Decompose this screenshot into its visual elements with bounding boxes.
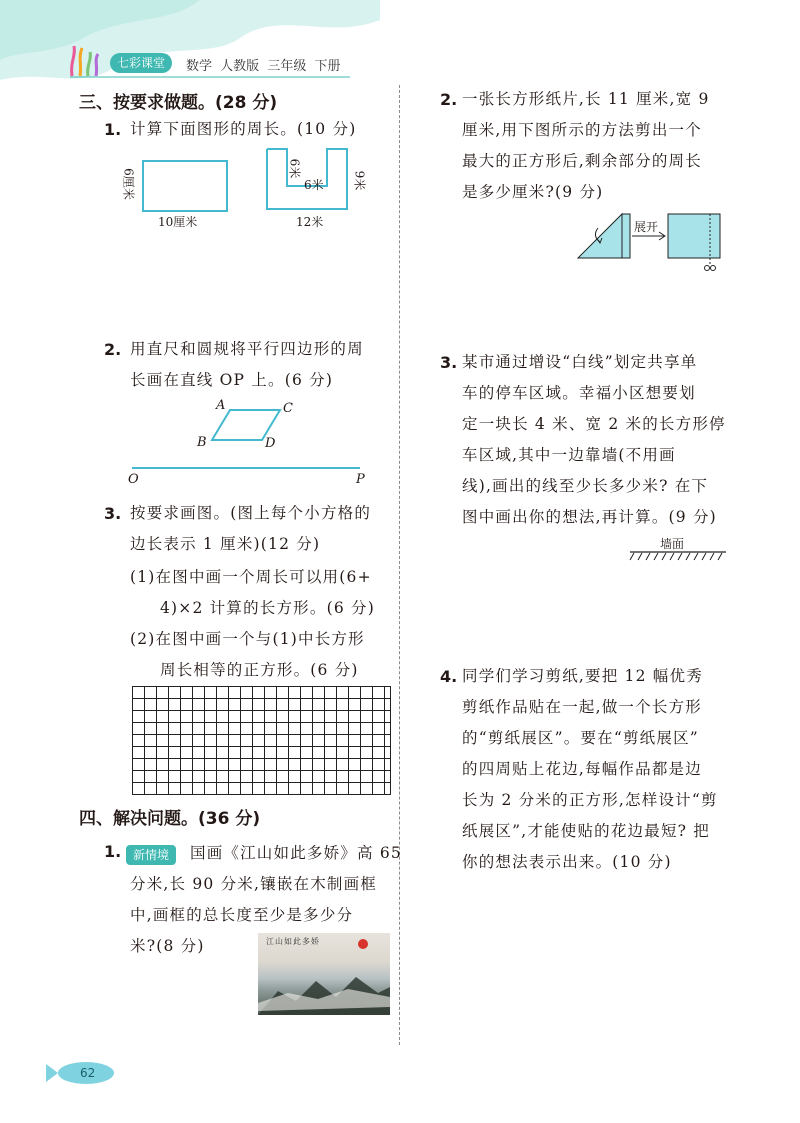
- painting-image: [258, 933, 390, 1015]
- s4-q1-number: 1.: [104, 842, 122, 861]
- q2-line2: 长画在直线 OP 上。(6 分): [130, 371, 334, 389]
- label-d: D: [265, 436, 276, 451]
- q3-line2: 边长表示 1 厘米)(12 分): [130, 535, 321, 553]
- fig1-width-label: 10厘米: [158, 215, 198, 229]
- s4-q1-line3: 中,画框的总长度至少是多少分: [130, 906, 354, 924]
- label-o: O: [128, 472, 139, 487]
- line-op: [132, 467, 360, 469]
- r-q3-line2: 车的停车区域。幸福小区想要划: [462, 384, 696, 402]
- r-q2-line3: 最大的正方形后,剩余部分的周长: [462, 152, 702, 170]
- q3-line1: 按要求画图。(图上每个小方格的: [130, 504, 372, 522]
- fig1-height-label: 6厘米: [121, 168, 136, 200]
- s4-q1-line2: 分米,长 90 分米,镶嵌在木制画框: [130, 875, 378, 893]
- new-context-tag: 新情境: [126, 845, 176, 865]
- q3-number: 3.: [104, 504, 122, 523]
- label-p: P: [356, 472, 365, 487]
- header-subject: 数学 人教版 三年级 下册: [186, 59, 341, 74]
- red-sun-icon: [358, 939, 368, 949]
- r-q3-line3: 定一块长 4 米、宽 2 米的长方形停: [462, 415, 726, 433]
- q3-sub2-line2: 周长相等的正方形。(6 分): [160, 661, 359, 679]
- r-q3-line5: 线),画出的线至少长多少米? 在下: [462, 477, 709, 495]
- r-q4-line4: 的四周贴上花边,每幅作品都是边: [462, 760, 702, 778]
- s4-q1-line1: 国画《江山如此多娇》高 65: [190, 844, 402, 862]
- q3-sub2-line1: (2)在图中画一个与(1)中长方形: [130, 630, 365, 648]
- r-q4-line2: 剪纸作品贴在一起,做一个长方形: [462, 698, 702, 716]
- r-q4-line6: 纸展区”,才能使贴的花边最短? 把: [462, 822, 710, 840]
- label-b: B: [197, 435, 207, 450]
- q2-number: 2.: [104, 340, 122, 359]
- r-q3-line6: 图中画出你的想法,再计算。(9 分): [462, 508, 717, 526]
- fig2-height-label: 9米: [352, 170, 367, 191]
- r-q2-line2: 厘米,用下图所示的方法剪出一个: [462, 121, 702, 139]
- r-q4-number: 4.: [440, 667, 458, 686]
- wall-label: 墙面: [660, 537, 685, 551]
- scissors-icon: [705, 266, 716, 271]
- drawing-grid[interactable]: [132, 686, 391, 795]
- section-3-title: 三、按要求做题。(28 分): [79, 93, 278, 113]
- column-divider: [399, 85, 400, 1045]
- wall-hatch: [628, 550, 728, 562]
- r-q3-line4: 车区域,其中一边靠墙(不用画: [462, 446, 676, 464]
- s4-q1-line4: 米?(8 分): [130, 937, 205, 955]
- section-4-title: 四、解决问题。(36 分): [79, 809, 261, 829]
- unfold-label: 展开: [634, 220, 659, 234]
- r-q3-number: 3.: [440, 353, 458, 372]
- r-q2-number: 2.: [440, 90, 458, 109]
- q3-sub1-line2: 4)×2 计算的长方形。(6 分): [160, 599, 375, 617]
- q2-line1: 用直尺和圆规将平行四边形的周: [130, 340, 364, 358]
- figure-rectangle: [142, 160, 228, 212]
- fish-icon: [44, 1060, 114, 1086]
- series-badge: 七彩课堂: [110, 53, 172, 73]
- fig2-cut-width-label: 6米: [304, 178, 324, 192]
- mountain-icon: [258, 963, 390, 1015]
- r-q3-line1: 某市通过增设“白线”划定共享单: [462, 353, 698, 371]
- q1-text: 计算下面图形的周长。(10 分): [130, 120, 357, 138]
- r-q4-line5: 长为 2 分米的正方形,怎样设计“剪: [462, 791, 718, 809]
- fig2-cut-depth-label: 6米: [287, 158, 302, 179]
- r-q4-line1: 同学们学习剪纸,要把 12 幅优秀: [462, 667, 703, 685]
- label-c: C: [283, 401, 293, 416]
- label-a: A: [216, 398, 226, 413]
- header-wave-decoration: [0, 0, 380, 90]
- fig2-width-label: 12米: [296, 215, 324, 229]
- r-q4-line7: 你的想法表示出来。(10 分): [462, 853, 672, 871]
- q3-sub1-line1: (1)在图中画一个周长可以用(6+: [130, 568, 372, 586]
- page-number: 62: [80, 1066, 96, 1080]
- r-q4-line3: 的“剪纸展区”。要在“剪纸展区”: [462, 729, 699, 747]
- r-q2-line1: 一张长方形纸片,长 11 厘米,宽 9: [462, 90, 710, 108]
- r-q2-line4: 是多少厘米?(9 分): [462, 183, 604, 201]
- q1-number: 1.: [104, 120, 122, 139]
- painting-inscription: 江山如此多娇: [266, 937, 320, 946]
